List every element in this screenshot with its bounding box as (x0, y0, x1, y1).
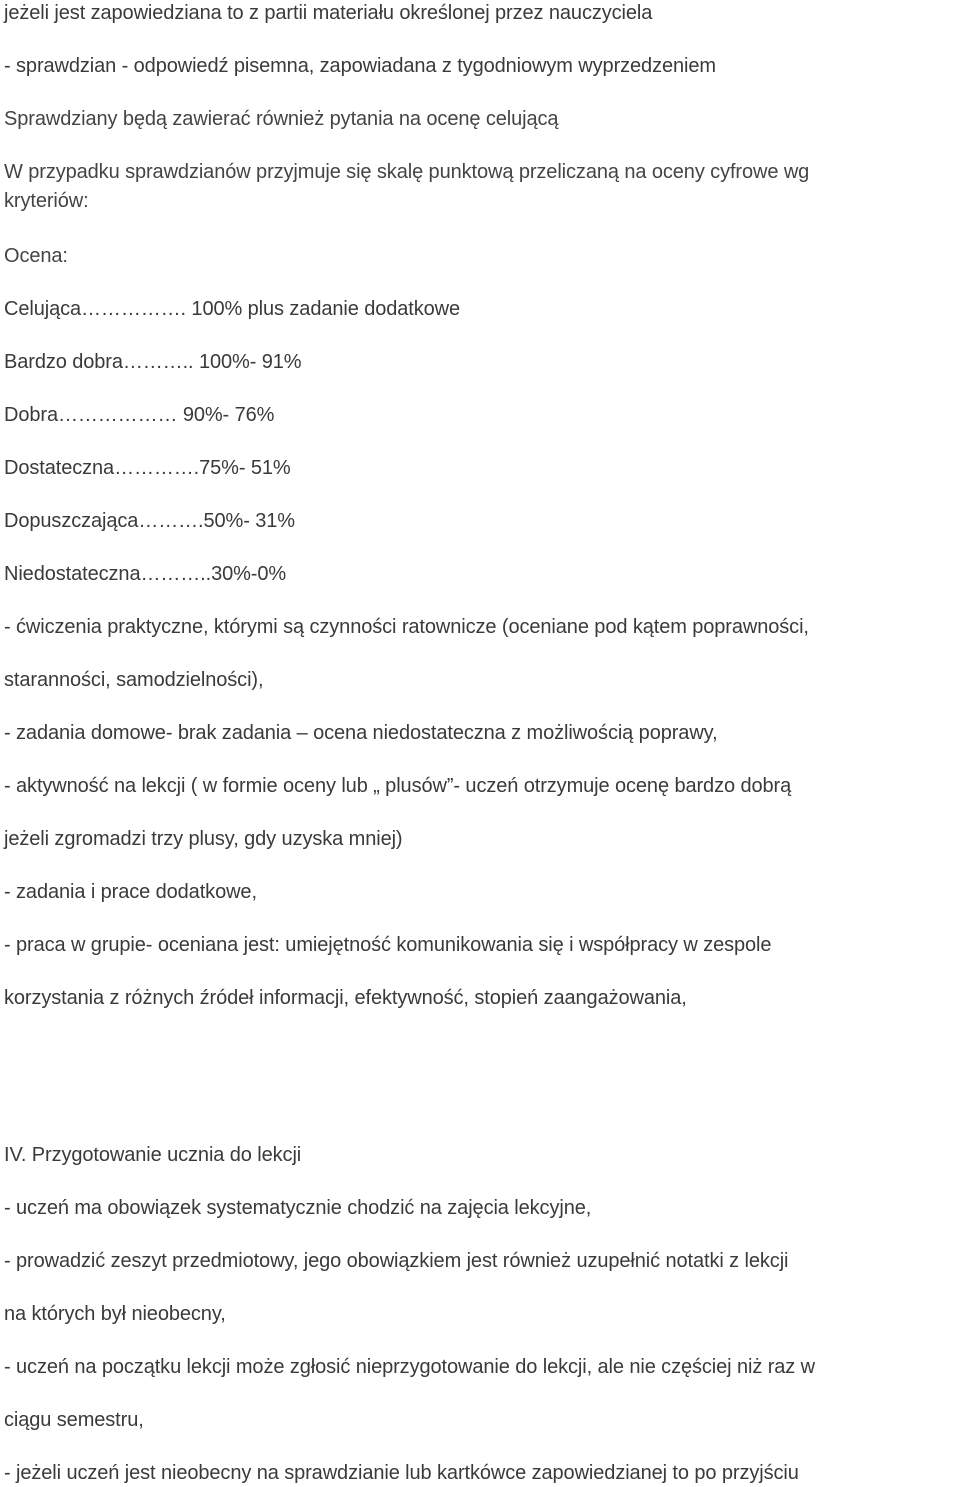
grade-dobra: Dobra……………… 90%- 76% (4, 404, 275, 426)
text-line: - zadania i prace dodatkowe, (4, 881, 257, 903)
text-line: - prowadzić zeszyt przedmiotowy, jego obowiązkiem jest również uzupełnić notatki z lekcji (4, 1250, 789, 1272)
text-line: kryteriów: (4, 190, 89, 212)
text-line: W przypadku sprawdzianów przyjmuje się skalę punktową przeliczaną na oceny cyfrowe wg (4, 161, 810, 183)
text-line: jeżeli zgromadzi trzy plusy, gdy uzyska mniej) (4, 828, 403, 850)
grade-dostateczna: Dostateczna………….75%- 51% (4, 457, 291, 479)
text-line: ciągu semestru, (4, 1409, 144, 1431)
text-line: - uczeń na początku lekcji może zgłosić nieprzygotowanie do lekcji, ale nie częściej niż raz w (4, 1356, 815, 1378)
text-line: - jeżeli uczeń jest nieobecny na sprawdzianie lub kartkówce zapowiedzianej to po przyjściu (4, 1462, 799, 1484)
grade-dopuszczajaca: Dopuszczająca……….50%- 31% (4, 510, 295, 532)
text-line: - aktywność na lekcji ( w formie oceny lub „ plusów”- uczeń otrzymuje ocenę bardzo dobrą (4, 775, 792, 797)
grade-niedostateczna: Niedostateczna………..30%-0% (4, 563, 287, 585)
text-line: na których był nieobecny, (4, 1303, 226, 1325)
section-heading: IV. Przygotowanie ucznia do lekcji (4, 1144, 302, 1166)
text-line: jeżeli jest zapowiedziana to z partii materiału określonej przez nauczyciela (4, 2, 653, 24)
text-line: - ćwiczenia praktyczne, którymi są czynności ratownicze (oceniane pod kątem poprawności, (4, 616, 809, 638)
text-line: Sprawdziany będą zawierać również pytania na ocenę celującą (4, 108, 559, 130)
text-line: - praca w grupie- oceniana jest: umiejętność komunikowania się i współpracy w zespole (4, 934, 772, 956)
grade-bardzo-dobra: Bardzo dobra……….. 100%- 91% (4, 351, 302, 373)
text-line: Ocena: (4, 245, 68, 267)
grade-celujaca: Celująca……………. 100% plus zadanie dodatkowe (4, 298, 461, 320)
text-line: staranności, samodzielności), (4, 669, 264, 691)
text-line: - sprawdzian - odpowiedź pisemna, zapowiadana z tygodniowym wyprzedzeniem (4, 55, 716, 77)
text-line: - zadania domowe- brak zadania – ocena niedostateczna z możliwością poprawy, (4, 722, 718, 744)
text-line: - uczeń ma obowiązek systematycznie chodzić na zajęcia lekcyjne, (4, 1197, 592, 1219)
text-line: korzystania z różnych źródeł informacji, efektywność, stopień zaangażowania, (4, 987, 687, 1009)
